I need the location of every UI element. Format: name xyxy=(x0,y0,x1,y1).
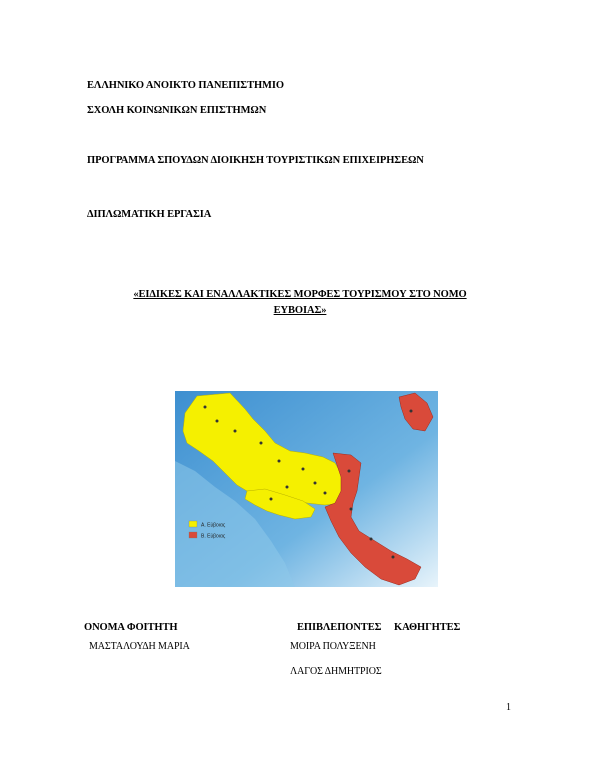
legend-swatch-south xyxy=(189,532,197,538)
document-type: ΔΙΠΛΩΜΑΤΙΚΗ ΕΡΓΑΣΙΑ xyxy=(87,209,212,220)
legend-label-south: Β. Εύβοιας xyxy=(201,533,226,540)
euboea-map xyxy=(175,391,438,587)
legend-label-north: Α. Εύβοιας xyxy=(201,522,226,529)
student-label: ΟΝΟΜΑ ΦΟΙΤΗΤΗ xyxy=(84,622,178,633)
supervisors-label: ΕΠΙΒΛΕΠΟΝΤΕΣ ΚΑΘΗΓΗΤΕΣ xyxy=(297,622,461,633)
supervisor-name-2: ΛΑΓΟΣ ΔΗΜΗΤΡΙΟΣ xyxy=(290,666,382,677)
university-name: ΕΛΛΗΝΙΚΟ ΑΝΟΙΚΤΟ ΠΑΝΕΠΙΣΤΗΜΙΟ xyxy=(87,80,284,91)
school-name: ΣΧΟΛΗ ΚΟΙΝΩΝΙΚΩΝ ΕΠΙΣΤΗΜΩΝ xyxy=(87,105,267,116)
page-number: 1 xyxy=(506,702,511,713)
thesis-title-line1: «ΕΙΔΙΚΕΣ ΚΑΙ ΕΝΑΛΛΑΚΤΙΚΕΣ ΜΟΡΦΕΣ ΤΟΥΡΙΣΜΟΥ ΣΤΟ ΝΟΜΟ xyxy=(133,289,467,300)
supervisor-name-1: ΜΟΙΡΑ ΠΟΛΥΞΕΝΗ xyxy=(290,641,376,652)
program-name: ΠΡΟΓΡΑΜΜΑ ΣΠΟΥΔΩΝ ΔΙΟΙΚΗΣΗ ΤΟΥΡΙΣΤΙΚΩΝ ΕΠΙΧΕΙΡΗΣΕΩΝ xyxy=(87,155,424,166)
thesis-title-line2: ΕΥΒΟΙΑΣ» xyxy=(273,305,327,316)
legend-swatch-north xyxy=(189,521,197,527)
student-name: ΜΑΣΤΑΛΟΥΔΗ ΜΑΡΙΑ xyxy=(89,641,190,652)
